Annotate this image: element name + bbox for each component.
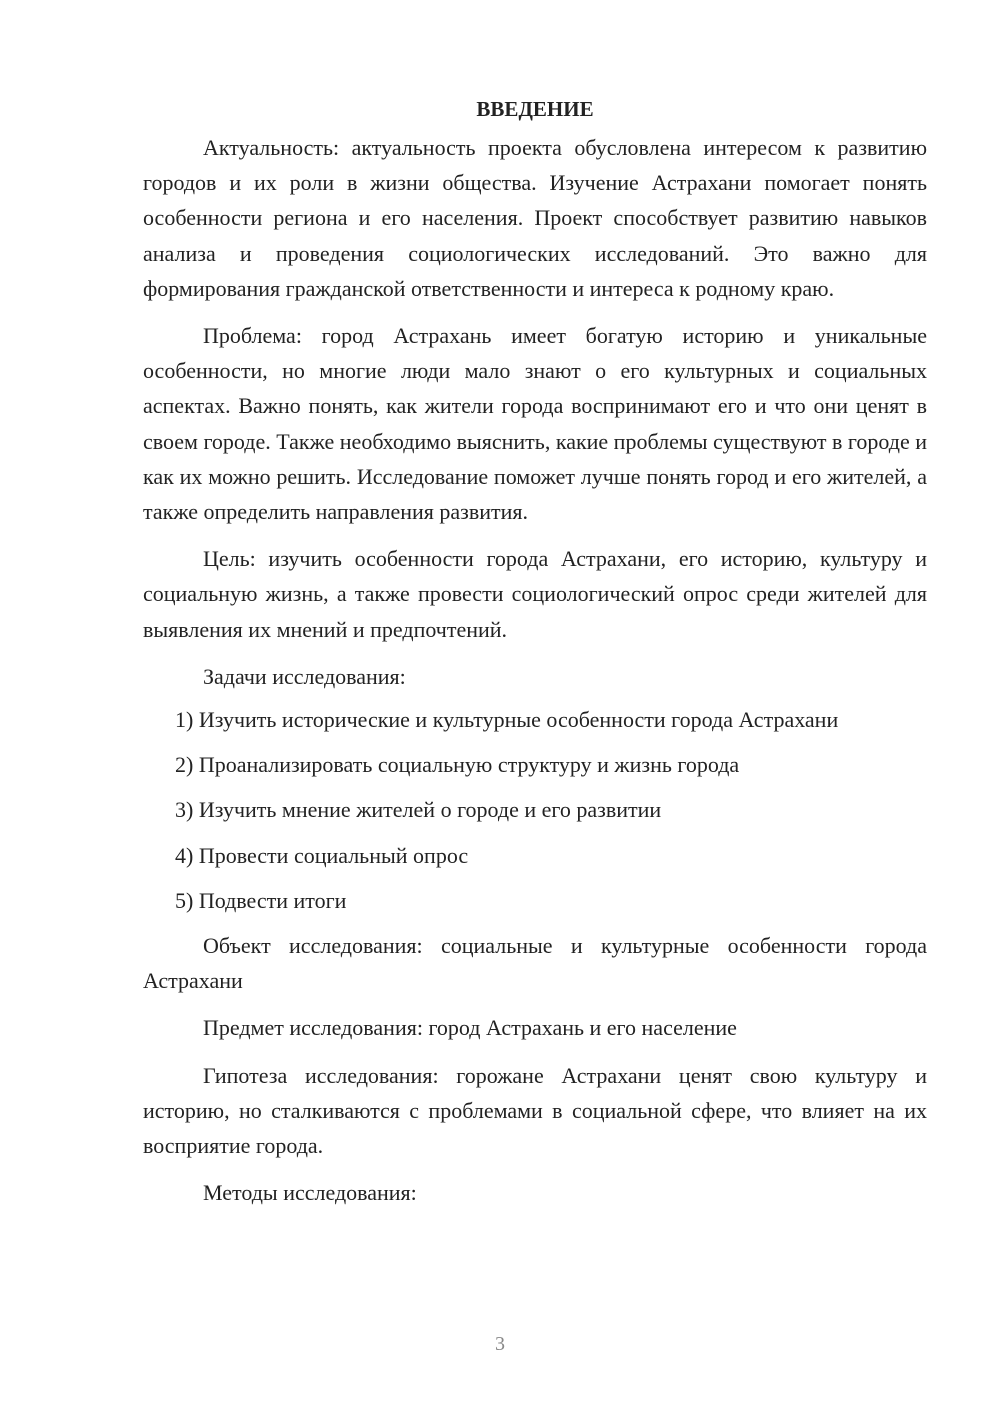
page-number: 3 <box>495 1333 505 1355</box>
list-item: 5) Подвести итоги <box>175 887 347 913</box>
methods-paragraph: Методы исследования: <box>203 1180 417 1206</box>
hypothesis-paragraph: Гипотеза исследования: горожане Астрахани ценят свою культуру и историю, но сталкиваются с проблемами в социальной сфере, что влияет на их восприятие города. <box>143 1062 927 1159</box>
goal-paragraph: Цель: изучить особенности города Астрахани, его историю, культуру и социальную жизнь, а также провести социологический опрос среди жителей для выявления их мнений и предпочтений. <box>143 546 927 642</box>
list-item: 1) Изучить исторические и культурные особенности города Астрахани <box>175 707 839 733</box>
tasks-intro: Задачи исследования: <box>203 663 406 689</box>
object-paragraph: Объект исследования: социальные и культурные особенности города Астрахани <box>143 933 927 994</box>
tasks-list <box>143 702 927 918</box>
problem-paragraph: Проблема: город Астрахань имеет богатую историю и уникальные особенности, но многие люди мало знают о его культурных и социальных аспектах. Важно понять, как жители города воспринимают его и что они ценят в своем городе. Также необходимо выяснить, какие проблемы существуют в городе и как их можно решить. Исследование поможет лучше понять город и его жителей, а также определить направления развития. <box>143 323 928 525</box>
document-page <box>143 92 927 1222</box>
section-heading: ВВЕДЕНИЕ <box>476 97 594 121</box>
list-item: 2) Проанализировать социальную структуру и жизнь города <box>175 752 740 778</box>
subject-paragraph: Предмет исследования: город Астрахань и его население <box>203 1015 737 1041</box>
relevance-paragraph: Актуальность: актуальность проекта обусловлена интересом к развитию городов и их роли в жизни общества. Изучение Астрахани помогает понять особенности региона и его населения. Проект способствует развитию навыков анализа и проведения социологических исследований. Это важно для формирования гражданской ответственности и интереса к родному краю. <box>143 135 927 301</box>
list-item: 4) Провести социальный опрос <box>175 842 469 868</box>
list-item: 3) Изучить мнение жителей о городе и его развитии <box>175 797 662 823</box>
